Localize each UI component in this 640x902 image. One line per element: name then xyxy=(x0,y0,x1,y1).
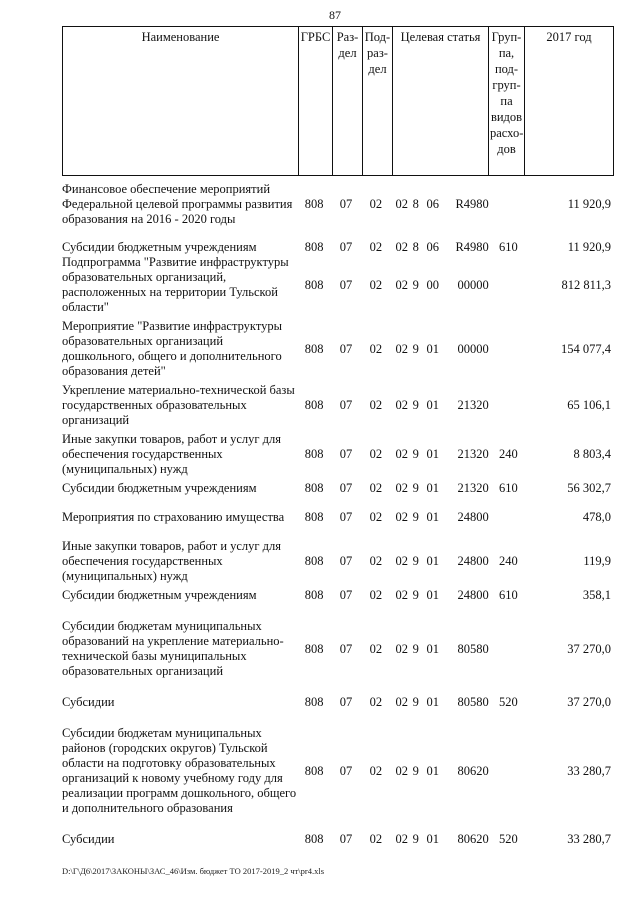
row-grbs: 808 xyxy=(304,588,324,602)
row-name: Субсидии xyxy=(62,832,115,846)
target-article-part: 01 xyxy=(426,510,440,524)
target-article-part: 00000 xyxy=(457,341,489,356)
header-razdel: Раз- дел xyxy=(333,27,363,176)
target-article-part: 01 xyxy=(426,447,440,461)
row-value-2017: 65 106,1 xyxy=(567,398,612,412)
row-grbs: 808 xyxy=(304,763,324,778)
target-article-part: 9 xyxy=(412,510,419,524)
row-grbs: 808 xyxy=(304,196,324,211)
row-target-article xyxy=(391,695,491,710)
row-name: Субсидии бюджетным учреждениям xyxy=(62,240,257,254)
row-podrazdel: 02 xyxy=(369,196,383,211)
target-article-part: R4980 xyxy=(455,196,489,211)
row-value-2017: 37 270,0 xyxy=(567,695,612,709)
target-article-part: 02 xyxy=(395,832,409,846)
row-target-article xyxy=(391,197,491,212)
target-article-part: 02 xyxy=(395,447,409,461)
row-name: Подпрограмма "Развитие инфраструктуры образовательных организаций, расположенных на территории Тульской области" xyxy=(62,255,289,314)
row-value-2017: 812 811,3 xyxy=(561,277,612,292)
target-article-part: 01 xyxy=(426,763,440,778)
row-podrazdel: 02 xyxy=(369,763,383,778)
row-target-article xyxy=(391,240,491,255)
row-value-2017: 11 920,9 xyxy=(567,196,612,211)
row-grbs: 808 xyxy=(304,641,324,656)
row-value-2017: 358,1 xyxy=(582,588,612,602)
row-razdel: 07 xyxy=(339,588,353,602)
row-razdel: 07 xyxy=(339,763,353,778)
row-group: 240 xyxy=(499,447,518,461)
row-value-2017: 56 302,7 xyxy=(567,481,612,495)
table-row xyxy=(62,174,613,234)
row-grbs: 808 xyxy=(304,832,324,846)
row-razdel: 07 xyxy=(339,447,353,461)
target-article-part: 24800 xyxy=(457,554,489,568)
target-article-part: 02 xyxy=(395,341,409,356)
row-value-2017: 8 803,4 xyxy=(573,447,612,461)
target-article-part: R4980 xyxy=(455,240,489,254)
target-article-part: 9 xyxy=(412,398,419,412)
target-article-part: 06 xyxy=(426,196,440,211)
target-article-part: 01 xyxy=(426,588,440,602)
table-row xyxy=(62,539,613,584)
table-row xyxy=(62,432,613,477)
target-article-part: 00 xyxy=(426,277,440,292)
row-podrazdel: 02 xyxy=(369,588,383,602)
row-group: 520 xyxy=(499,695,518,709)
table-row xyxy=(62,240,613,255)
row-value-2017: 37 270,0 xyxy=(567,641,612,656)
row-target-article xyxy=(391,342,491,357)
row-grbs: 808 xyxy=(304,554,324,568)
target-article-part: 9 xyxy=(412,695,419,709)
target-article-part: 02 xyxy=(395,763,409,778)
target-article-part: 21320 xyxy=(457,398,489,412)
target-article-part: 9 xyxy=(412,277,419,292)
table-body xyxy=(62,174,613,847)
row-value-2017: 11 920,9 xyxy=(567,240,612,254)
row-name: Мероприятие "Развитие инфраструктуры образовательных организаций дошкольного, общего и дополнительного образования детей" xyxy=(62,319,283,378)
target-article-part: 8 xyxy=(412,196,419,211)
row-target-article xyxy=(391,447,491,462)
table-row xyxy=(62,726,613,816)
table-row xyxy=(62,510,613,525)
row-grbs: 808 xyxy=(304,398,324,412)
target-article-part: 02 xyxy=(395,695,409,709)
row-name: Субсидии xyxy=(62,695,115,709)
target-article-part: 80580 xyxy=(457,695,489,709)
target-article-part: 9 xyxy=(412,554,419,568)
table-row xyxy=(62,383,613,428)
target-article-part: 21320 xyxy=(457,481,489,495)
table-row xyxy=(62,832,613,847)
target-article-part: 80620 xyxy=(457,763,489,778)
target-article-part: 01 xyxy=(426,398,440,412)
row-grbs: 808 xyxy=(304,447,324,461)
target-article-part: 9 xyxy=(412,341,419,356)
row-podrazdel: 02 xyxy=(369,398,383,412)
target-article-part: 01 xyxy=(426,481,440,495)
row-name: Субсидии бюджетным учреждениям xyxy=(62,481,257,495)
row-razdel: 07 xyxy=(339,554,353,568)
row-razdel: 07 xyxy=(339,196,353,211)
header-target: Целевая статья xyxy=(393,27,489,176)
row-value-2017: 33 280,7 xyxy=(567,763,612,778)
target-article-part: 01 xyxy=(426,641,440,656)
table-header xyxy=(62,26,614,176)
row-podrazdel: 02 xyxy=(369,554,383,568)
row-razdel: 07 xyxy=(339,481,353,495)
page-number: 87 xyxy=(329,8,341,22)
header-podrazdel: Под- раз- дел xyxy=(363,27,393,176)
target-article-part: 9 xyxy=(412,641,419,656)
row-name: Субсидии бюджетным учреждениям xyxy=(62,588,257,602)
row-razdel: 07 xyxy=(339,695,353,709)
row-podrazdel: 02 xyxy=(369,695,383,709)
row-group: 610 xyxy=(499,481,518,495)
target-article-part: 02 xyxy=(395,196,409,211)
target-article-part: 00000 xyxy=(457,277,489,292)
target-article-part: 06 xyxy=(426,240,440,254)
row-name: Иные закупки товаров, работ и услуг для обеспечения государственных (муниципальных) нужд xyxy=(62,432,282,476)
row-target-article xyxy=(391,642,491,657)
row-razdel: 07 xyxy=(339,341,353,356)
row-name: Субсидии бюджетам муниципальных районов (городских округов) Тульской области на подготовку образовательных организаций к новому учебному году для реализации программ дошкольного, общего и дополнительного образования xyxy=(62,726,297,815)
table-row xyxy=(62,695,613,710)
row-value-2017: 33 280,7 xyxy=(567,832,612,846)
table-row xyxy=(62,588,613,603)
row-grbs: 808 xyxy=(304,277,324,292)
row-name: Мероприятия по страхованию имущества xyxy=(62,510,285,524)
row-name: Укрепление материально-технической базы государственных образовательных организаций xyxy=(62,383,295,427)
row-grbs: 808 xyxy=(304,341,324,356)
row-name: Финансовое обеспечение мероприятий Федеральной целевой программы развития образования на 2016 - 2020 годы xyxy=(62,181,293,226)
row-razdel: 07 xyxy=(339,641,353,656)
row-target-article xyxy=(391,278,491,293)
row-target-article xyxy=(391,510,491,525)
row-grbs: 808 xyxy=(304,481,324,495)
target-article-part: 02 xyxy=(395,481,409,495)
row-podrazdel: 02 xyxy=(369,832,383,846)
target-article-part: 24800 xyxy=(457,588,489,602)
row-razdel: 07 xyxy=(339,510,353,524)
row-grbs: 808 xyxy=(304,240,324,254)
target-article-part: 9 xyxy=(412,481,419,495)
table-row xyxy=(62,619,613,679)
target-article-part: 01 xyxy=(426,341,440,356)
target-article-part: 02 xyxy=(395,277,409,292)
row-name: Иные закупки товаров, работ и услуг для обеспечения государственных (муниципальных) нужд xyxy=(62,539,282,583)
row-group: 610 xyxy=(499,588,518,602)
row-target-article xyxy=(391,554,491,569)
target-article-part: 02 xyxy=(395,588,409,602)
header-group: Груп- па, под- груп- па видов расхо- дов xyxy=(489,27,525,176)
table-row xyxy=(62,481,613,496)
target-article-part: 02 xyxy=(395,641,409,656)
target-article-part: 01 xyxy=(426,832,440,846)
target-article-part: 9 xyxy=(412,588,419,602)
row-razdel: 07 xyxy=(339,398,353,412)
row-target-article xyxy=(391,832,491,847)
target-article-part: 80580 xyxy=(457,641,489,656)
row-value-2017: 119,9 xyxy=(583,554,612,568)
target-article-part: 02 xyxy=(395,554,409,568)
header-name: Наименование xyxy=(63,27,299,176)
table-row xyxy=(62,255,613,315)
target-article-part: 9 xyxy=(412,447,419,461)
target-article-part: 24800 xyxy=(457,510,489,524)
target-article-part: 21320 xyxy=(457,447,489,461)
row-podrazdel: 02 xyxy=(369,481,383,495)
row-target-article xyxy=(391,588,491,603)
target-article-part: 80620 xyxy=(457,832,489,846)
row-grbs: 808 xyxy=(304,695,324,709)
row-podrazdel: 02 xyxy=(369,341,383,356)
row-podrazdel: 02 xyxy=(369,277,383,292)
row-razdel: 07 xyxy=(339,832,353,846)
target-article-part: 01 xyxy=(426,554,440,568)
row-value-2017: 478,0 xyxy=(582,510,612,524)
row-podrazdel: 02 xyxy=(369,510,383,524)
row-grbs: 808 xyxy=(304,510,324,524)
target-article-part: 9 xyxy=(412,832,419,846)
row-podrazdel: 02 xyxy=(369,240,383,254)
header-grbs: ГРБС xyxy=(299,27,333,176)
row-group: 610 xyxy=(499,240,518,254)
header-year: 2017 год xyxy=(525,27,614,176)
target-article-part: 02 xyxy=(395,510,409,524)
row-podrazdel: 02 xyxy=(369,641,383,656)
target-article-part: 8 xyxy=(412,240,419,254)
row-target-article xyxy=(391,481,491,496)
row-target-article xyxy=(391,398,491,413)
row-razdel: 07 xyxy=(339,277,353,292)
target-article-part: 02 xyxy=(395,240,409,254)
row-group: 520 xyxy=(499,832,518,846)
file-path-footer: D:\Г\Д6\2017\ЗАКОНЫ\ЗАС_46\Изм. бюджет ТО 2017-2019_2 чт\pr4.xls xyxy=(62,866,325,876)
row-razdel: 07 xyxy=(339,240,353,254)
row-podrazdel: 02 xyxy=(369,447,383,461)
row-group: 240 xyxy=(499,554,518,568)
target-article-part: 01 xyxy=(426,695,440,709)
row-name: Субсидии бюджетам муниципальных образований на укрепление материально-технической базы муниципальных образовательных организаций xyxy=(62,619,284,678)
target-article-part: 02 xyxy=(395,398,409,412)
row-value-2017: 154 077,4 xyxy=(561,341,612,356)
target-article-part: 9 xyxy=(412,763,419,778)
table-row xyxy=(62,319,613,379)
row-target-article xyxy=(391,764,491,779)
